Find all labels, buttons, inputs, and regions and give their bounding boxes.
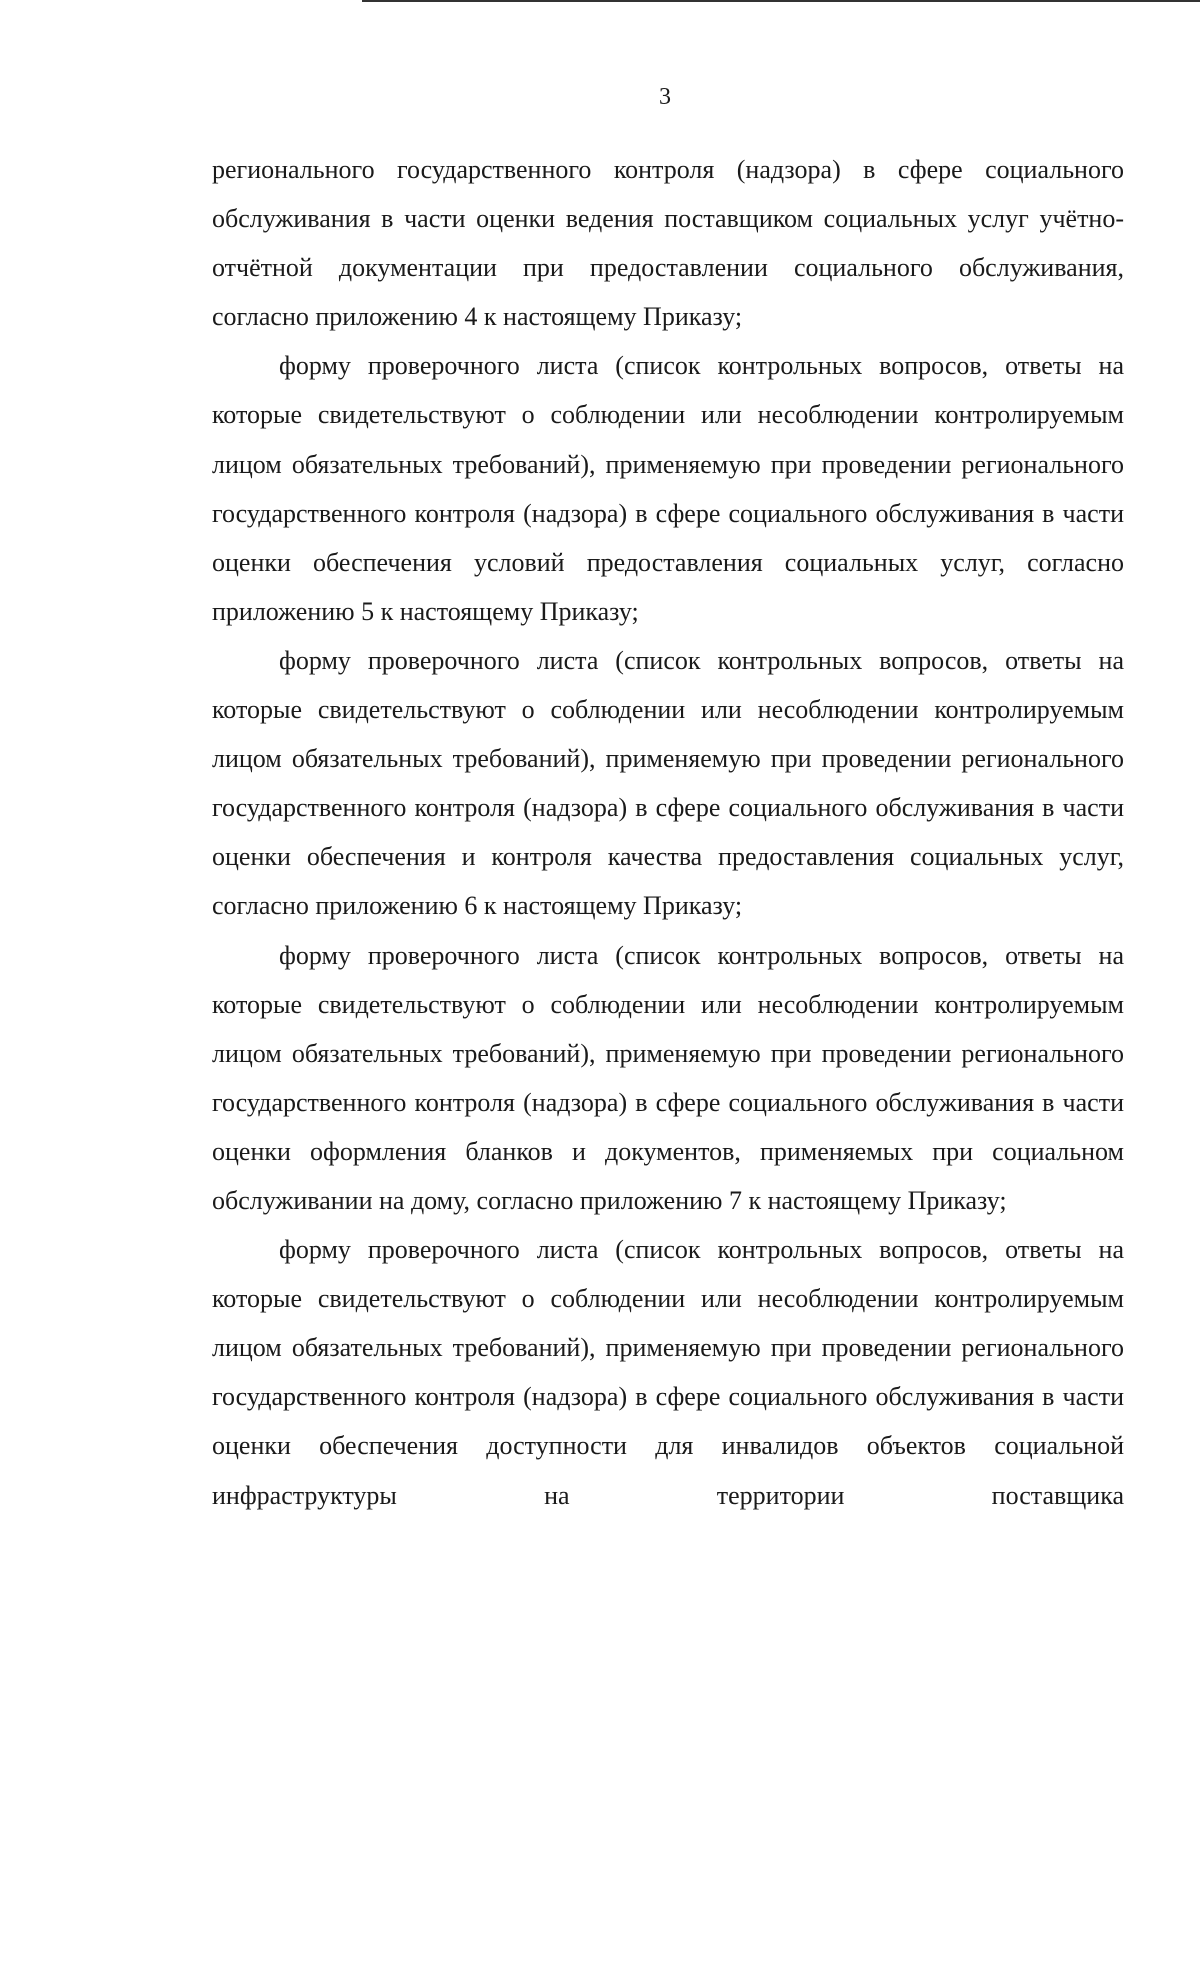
paragraph-continuation: регионального государственного контроля (надзора) в сфере социального обслуживания в части оценки ведения поставщиком социальных услуг учётно-отчётной документации при предоставлении социального обслуживания, согласно приложению 4 к настоящему Приказу;: [212, 155, 1124, 332]
document-body: [212, 145, 1124, 1520]
page-number: 3: [659, 84, 671, 110]
paragraph-form-appendix-6: форму проверочного листа (список контрольных вопросов, ответы на которые свидетельствуют о соблюдении или несоблюдении контролируемым лицом обязательных требований), применяемую при проведении регионального государственного контроля (надзора) в сфере социального обслуживания в части оценки обеспечения и контроля качества предоставления социальных услуг, согласно приложению 6 к настоящему Приказу;: [212, 645, 1124, 921]
paragraph-form-accessibility: форму проверочного листа (список контрольных вопросов, ответы на которые свидетельствуют о соблюдении или несоблюдении контролируемым лицом обязательных требований), применяемую при проведении регионального государственного контроля (надзора) в сфере социального обслуживания в части оценки обеспечения доступности для инвалидов объектов социальной инфраструктуры на территории поставщика: [212, 1235, 1124, 1510]
paragraph-form-appendix-7: форму проверочного листа (список контрольных вопросов, ответы на которые свидетельствуют о соблюдении или несоблюдении контролируемым лицом обязательных требований), применяемую при проведении регионального государственного контроля (надзора) в сфере социального обслуживания в части оценки оформления бланков и документов, применяемых при социальном обслуживании на дому, согласно приложению 7 к настоящему Приказу;: [212, 940, 1124, 1215]
paragraph-form-appendix-5: форму проверочного листа (список контрольных вопросов, ответы на которые свидетельствуют о соблюдении или несоблюдении контролируемым лицом обязательных требований), применяемую при проведении регионального государственного контроля (надзора) в сфере социального обслуживания в части оценки обеспечения условий предоставления социальных услуг, согласно приложению 5 к настоящему Приказу;: [212, 351, 1124, 626]
top-rule: [362, 0, 1200, 2]
